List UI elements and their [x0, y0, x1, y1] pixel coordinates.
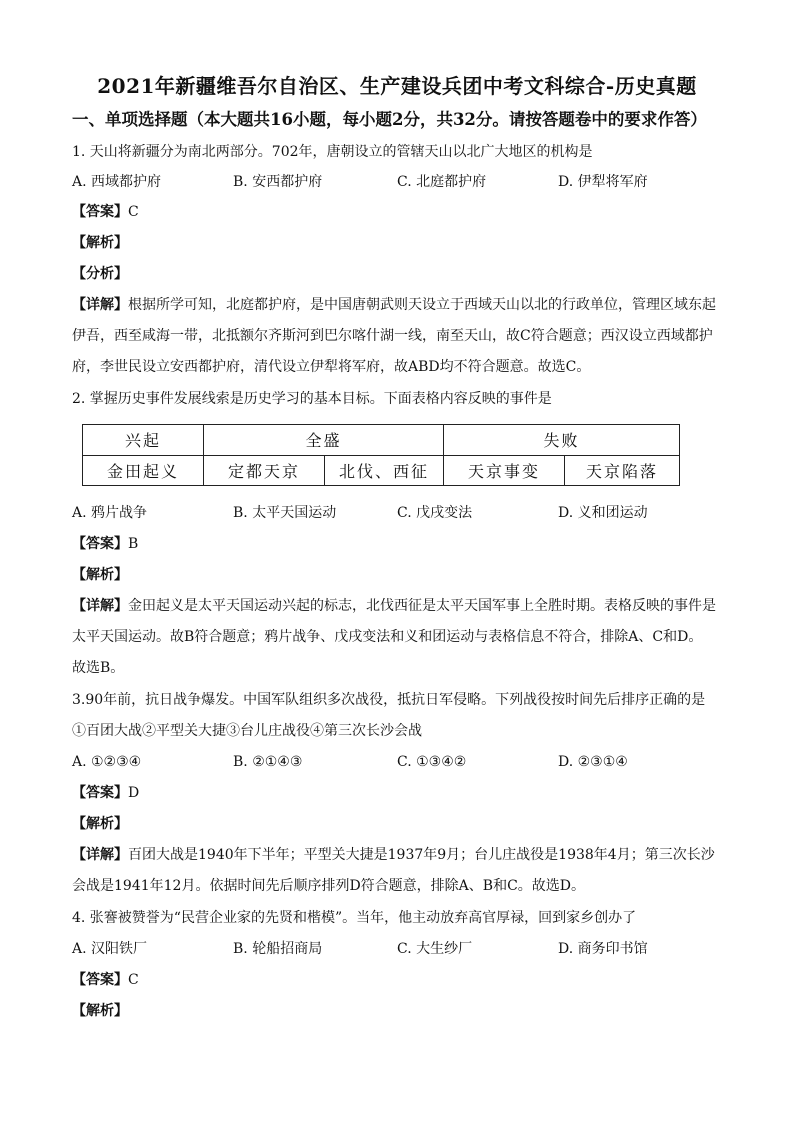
table-cell: 北伐、西征	[325, 455, 444, 486]
q1-detail-line-1: 【详解】根据所学可知，北庭都护府，是中国唐朝武则天设立于西域天山以北的行政单位，管理区域东起	[72, 297, 716, 313]
q3-option-a: A. ①②③④	[72, 754, 142, 770]
table-cell: 定都天京	[204, 455, 325, 486]
q1-option-b: B. 安西都护府	[233, 174, 323, 190]
page-title: 2021年新疆维吾尔自治区、生产建设兵团中考文科综合-历史真题	[97, 74, 697, 98]
answer-tag: 【答案】	[72, 785, 128, 801]
q2-analysis-tag: 【解析】	[72, 567, 128, 583]
table-cell: 天京事变	[444, 455, 565, 486]
q3-analysis-tag: 【解析】	[72, 816, 128, 832]
q4-option-c: C. 大生纱厂	[397, 941, 473, 957]
q4-answer	[72, 970, 139, 990]
answer-tag: 【答案】	[72, 536, 128, 552]
q4-analysis-tag: 【解析】	[72, 1003, 128, 1019]
answer-tag: 【答案】	[72, 204, 128, 220]
table-header-fail: 失败	[444, 425, 680, 456]
q2-detail-line-3: 故选B。	[72, 660, 125, 676]
detail-tag: 【详解】	[72, 847, 128, 863]
q2-option-a: A. 鸦片战争	[72, 505, 148, 521]
q3-option-c: C. ①③④②	[397, 754, 467, 770]
table-header-peak: 全盛	[204, 425, 444, 456]
q1-option-d: D. 伊犁将军府	[558, 174, 648, 190]
q4-option-d: D. 商务印书馆	[558, 941, 648, 957]
q1-detail-line-3: 府，李世民设立安西都护府，清代设立伊犁将军府，故ABD均不符合题意。故选C。	[72, 359, 591, 375]
history-table	[82, 424, 680, 486]
question-1-stem: 1. 天山将新疆分为南北两部分。702年，唐朝设立的管辖天山以北广大地区的机构是	[72, 144, 593, 160]
q2-answer	[72, 534, 138, 554]
question-2-stem: 2. 掌握历史事件发展线索是历史学习的基本目标。下面表格内容反映的事件是	[72, 391, 552, 407]
q2-option-d: D. 义和团运动	[558, 505, 648, 521]
q1-detail-line-2: 伊吾，西至咸海一带，北抵额尔齐斯河到巴尔喀什湖一线，南至天山，故C符合题意；西汉设立西域都护	[72, 328, 713, 344]
q3-option-d: D. ②③①④	[558, 754, 628, 770]
detail-tag: 【详解】	[72, 297, 128, 313]
q1-analysis-tag: 【解析】	[72, 235, 128, 251]
answer-tag: 【答案】	[72, 972, 128, 988]
q2-option-b: B. 太平天国运动	[233, 505, 337, 521]
answer-value: D	[128, 785, 140, 801]
answer-value: C	[128, 972, 139, 988]
q4-option-b: B. 轮船招商局	[233, 941, 323, 957]
table-cell: 金田起义	[83, 455, 204, 486]
q2-option-c: C. 戊戌变法	[397, 505, 473, 521]
q2-detail-line-2: 太平天国运动。故B符合题意；鸦片战争、戊戌变法和义和团运动与表格信息不符合，排除A、C和D。	[72, 629, 703, 645]
q3-option-b: B. ②①④③	[233, 754, 303, 770]
table-header-rise: 兴起	[83, 425, 204, 456]
question-3-stem: 3.90年前，抗日战争爆发。中国军队组织多次战役，抵抗日军侵略。下列战役按时间先后排序正确的是	[72, 692, 706, 708]
section-heading: 一、单项选择题（本大题共16小题，每小题2分，共32分。请按答题卷中的要求作答）	[72, 110, 707, 129]
q3-answer	[72, 783, 139, 803]
q3-detail-line-2: 会战是1941年12月。依据时间先后顺序排列D符合题意，排除A、B和C。故选D。	[72, 878, 586, 894]
q4-option-a: A. 汉阳铁厂	[72, 941, 148, 957]
q1-answer	[72, 202, 139, 222]
q1-option-a: A. 西域都护府	[72, 174, 162, 190]
detail-tag: 【详解】	[72, 598, 128, 614]
q3-detail-line-1: 【详解】百团大战是1940年下半年；平型关大捷是1937年9月；台儿庄战役是1938年4月；第三次长沙	[72, 847, 715, 863]
q1-option-c: C. 北庭都护府	[397, 174, 487, 190]
table-cell: 天京陷落	[565, 455, 680, 486]
answer-value: C	[128, 204, 139, 220]
q2-detail-line-1: 【详解】金田起义是太平天国运动兴起的标志，北伐西征是太平天国军事上全胜时期。表格反映的事件是	[72, 598, 716, 614]
question-3-items: ①百团大战②平型关大捷③台儿庄战役④第三次长沙会战	[72, 723, 422, 739]
q1-fenxi-tag: 【分析】	[72, 266, 128, 282]
question-4-stem: 4. 张謇被赞誉为“民营企业家的先贤和楷模”。当年，他主动放弃高官厚禄，回到家乡创办了	[72, 910, 637, 926]
answer-value: B	[128, 536, 139, 552]
